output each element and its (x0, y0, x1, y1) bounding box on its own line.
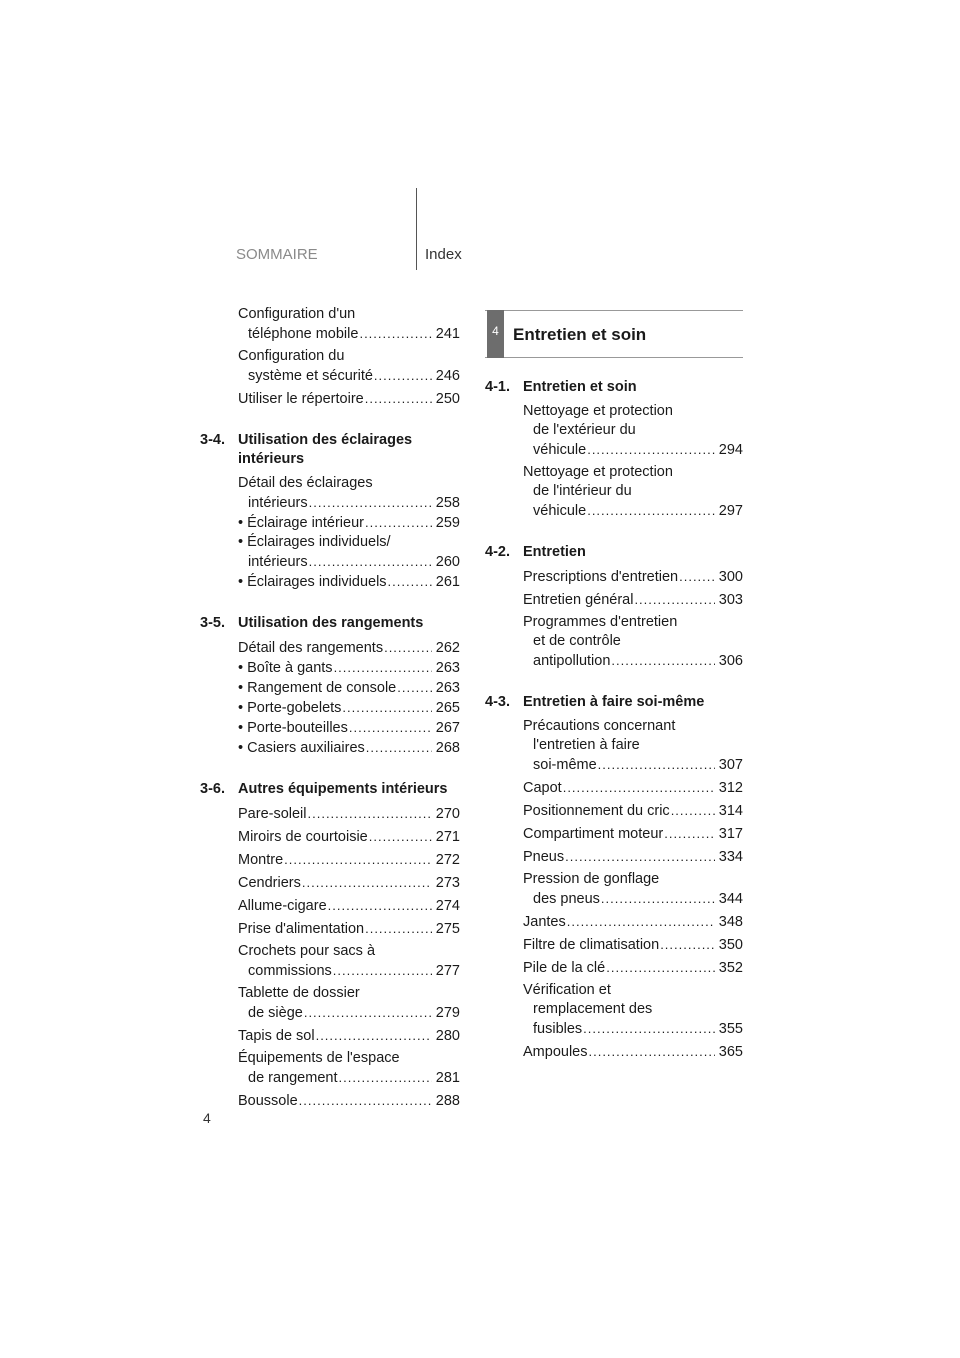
toc-entry[interactable]: Prescriptions d'entretien ..... 300 (523, 567, 743, 587)
toc-entry[interactable]: Détail des rangements ..... 262 (238, 638, 460, 658)
section-heading[interactable]: 4-2. Entretien (485, 544, 586, 560)
toc-entry[interactable]: Entretien général ..... 303 (523, 590, 743, 610)
toc-entry[interactable]: Utiliser le répertoire ..... 250 (238, 389, 460, 409)
page-number: 297 (718, 503, 743, 519)
page-number: 271 (435, 829, 460, 845)
page-number: 303 (718, 592, 743, 608)
toc-section-continued (200, 305, 460, 409)
toc-entry[interactable]: Pneus ..... 334 (523, 847, 743, 867)
toc-entry[interactable]: Équipements de l'espace de rangement ..... 281 (238, 1049, 460, 1088)
toc-entry[interactable]: • Rangement de console ..... 263 (238, 678, 460, 698)
toc-entry[interactable]: Pile de la clé ..... 352 (523, 958, 743, 978)
toc-entry[interactable]: Positionnement du cric ..... 314 (523, 801, 743, 821)
page-number: 355 (718, 1021, 743, 1037)
page-number: 274 (435, 898, 460, 914)
toc-entry[interactable]: Boussole ..... 288 (238, 1091, 460, 1111)
toc-section-4-1 (485, 378, 743, 521)
page-number: 273 (435, 875, 460, 891)
toc-entry[interactable]: • Casiers auxiliaires ..... 268 (238, 738, 460, 758)
page-number: 307 (718, 757, 743, 773)
toc-entry[interactable]: • Éclairages individuels/ intérieurs ..... 260 (238, 533, 460, 572)
toc-entry[interactable]: Jantes ..... 348 (523, 912, 743, 932)
page-number: 279 (435, 1005, 460, 1021)
toc-entry[interactable]: • Porte-bouteilles ..... 267 (238, 718, 460, 738)
section-heading[interactable]: 4-3. Entretien à faire soi-même (485, 694, 705, 710)
toc-entry[interactable]: • Éclairage intérieur ..... 259 (238, 513, 460, 533)
page-number: 261 (435, 574, 460, 590)
page-number: 348 (718, 914, 743, 930)
toc-entry[interactable]: Compartiment moteur ..... 317 (523, 824, 743, 844)
toc-section-4-3 (485, 693, 743, 1062)
page-number: 294 (718, 442, 743, 458)
toc-right-column (485, 310, 743, 1065)
toc-entry[interactable]: Programmes d'entretien et de contrôle antipollution ..... 306 (523, 613, 743, 671)
page-number: 270 (435, 806, 460, 822)
section-heading[interactable]: 4-1. Entretien et soin (485, 379, 637, 395)
page-number: 314 (718, 803, 743, 819)
chapter-title: Entretien et soin (513, 324, 647, 344)
page-number: 300 (718, 569, 743, 585)
page-number: 250 (435, 391, 460, 407)
toc-section-3-6 (200, 780, 460, 1111)
page-number: 263 (435, 660, 460, 676)
page-number: 280 (435, 1028, 460, 1044)
page-number: 265 (435, 700, 460, 716)
page-number: 334 (718, 849, 743, 865)
page-number: 277 (435, 963, 460, 979)
toc-entry[interactable]: Crochets pour sacs à commissions ..... 277 (238, 942, 460, 981)
chapter-tab: 4 (487, 310, 504, 358)
toc-entry[interactable]: Capot ..... 312 (523, 778, 743, 798)
page-number: 259 (435, 515, 460, 531)
section-heading[interactable]: 3-5. Utilisation des rangements (200, 615, 424, 631)
toc-entry[interactable]: Cendriers ..... 273 (238, 873, 460, 893)
toc-entry[interactable]: Configuration du système et sécurité ..... 246 (238, 347, 460, 386)
page-number: 272 (435, 852, 460, 868)
toc-entry[interactable]: Tapis de sol ..... 280 (238, 1026, 460, 1046)
toc-left-column (200, 305, 460, 1114)
toc-entry[interactable]: Pare-soleil ..... 270 (238, 804, 460, 824)
toc-entry[interactable]: • Boîte à gants ..... 263 (238, 658, 460, 678)
page-number: 312 (718, 780, 743, 796)
page-number: 365 (718, 1044, 743, 1060)
chapter-banner[interactable] (485, 310, 743, 358)
page-number: 241 (435, 326, 460, 342)
page-number: 350 (718, 937, 743, 953)
toc-entry[interactable]: Vérification et remplacement des fusibles ..... 355 (523, 981, 743, 1039)
toc-entry[interactable]: Filtre de climatisation ..... 350 (523, 935, 743, 955)
toc-section-3-4 (200, 431, 460, 592)
section-heading[interactable]: 3-4. Utilisation des éclairages intérieurs (200, 432, 413, 467)
page-number: 317 (718, 826, 743, 842)
header-divider (416, 188, 417, 270)
page-number: 267 (435, 720, 460, 736)
toc-entry[interactable]: • Porte-gobelets ..... 265 (238, 698, 460, 718)
toc-entry[interactable]: Nettoyage et protection de l'extérieur du véhicule ..... 294 (523, 402, 743, 460)
index-link[interactable]: Index (425, 246, 462, 263)
toc-entry[interactable]: Allume-cigare ..... 274 (238, 896, 460, 916)
toc-entry[interactable]: Miroirs de courtoisie ..... 271 (238, 827, 460, 847)
toc-section-3-5 (200, 614, 460, 758)
page-number: 263 (435, 680, 460, 696)
toc-entry[interactable]: Ampoules ..... 365 (523, 1042, 743, 1062)
toc-entry[interactable]: Montre ..... 272 (238, 850, 460, 870)
toc-entry[interactable]: Tablette de dossier de siège ..... 279 (238, 984, 460, 1023)
sommaire-link[interactable]: SOMMAIRE (236, 246, 318, 263)
page-number: 260 (435, 554, 460, 570)
page-number: 281 (435, 1070, 460, 1086)
toc-entry[interactable]: Pression de gonflage des pneus ..... 344 (523, 870, 743, 909)
page-number: 306 (718, 653, 743, 669)
page-number: 352 (718, 960, 743, 976)
page-number: 246 (435, 368, 460, 384)
toc-entry[interactable]: Détail des éclairages intérieurs ..... 258 (238, 474, 460, 513)
toc-entry[interactable]: Configuration d'un téléphone mobile ..... 241 (238, 305, 460, 344)
page-number: 275 (435, 921, 460, 937)
section-heading[interactable]: 3-6. Autres équipements intérieurs (200, 781, 448, 797)
toc-entry[interactable]: Nettoyage et protection de l'intérieur du véhicule ..... 297 (523, 463, 743, 521)
toc-section-4-2 (485, 543, 743, 671)
page-number: 258 (435, 495, 460, 511)
page-number: 262 (435, 640, 460, 656)
toc-entry[interactable]: • Éclairages individuels ..... 261 (238, 572, 460, 592)
page-number: 344 (718, 891, 743, 907)
page-number: 268 (435, 740, 460, 756)
toc-entry[interactable]: Prise d'alimentation ..... 275 (238, 919, 460, 939)
page-number: 288 (435, 1093, 460, 1109)
toc-entry[interactable]: Précautions concernant l'entretien à faire soi-même ..... 307 (523, 717, 743, 775)
page-number-footer: 4 (203, 1110, 211, 1126)
